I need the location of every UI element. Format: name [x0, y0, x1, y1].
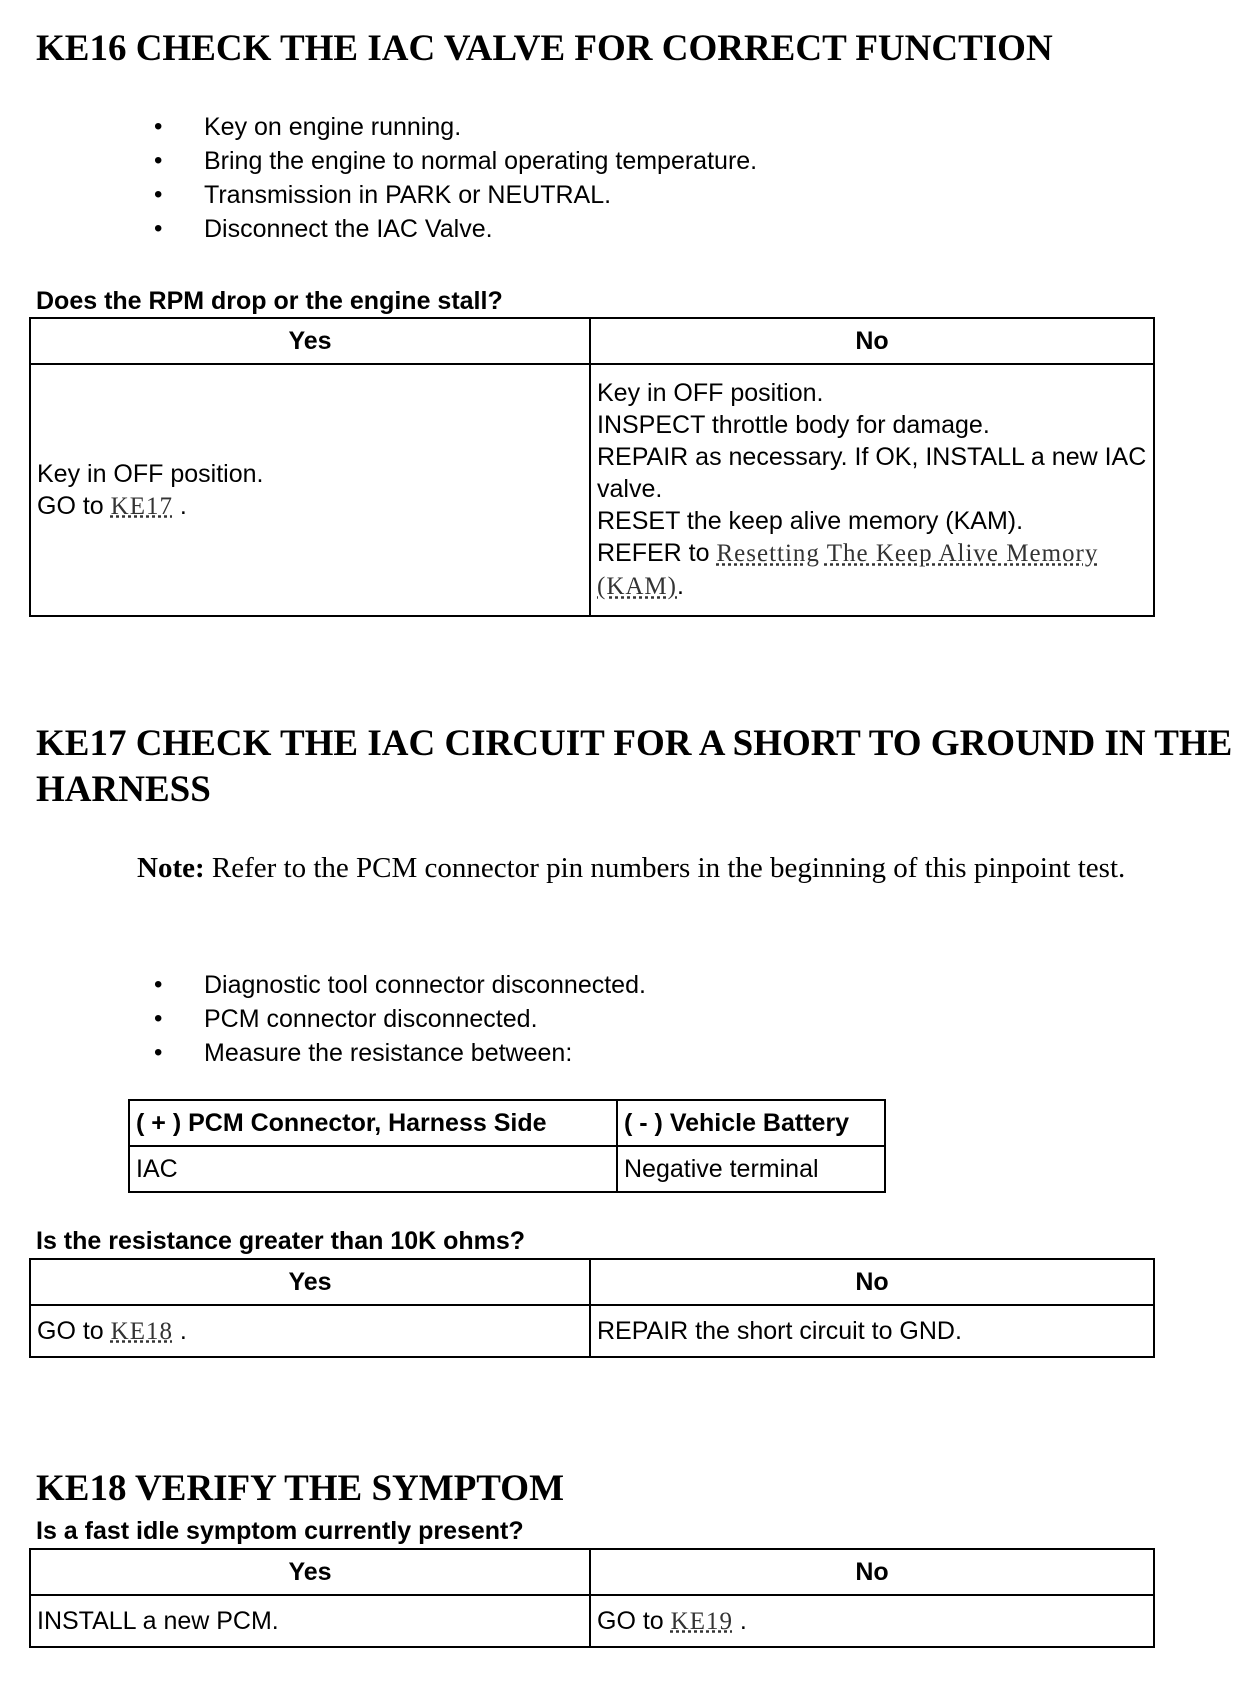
note-label: Note:	[137, 852, 205, 884]
list-item: • Bring the engine to normal operating temperature.	[154, 144, 757, 178]
ke16-no-cell	[590, 364, 1154, 616]
refer-suffix: .	[677, 572, 684, 600]
ke17-title: KE17 CHECK THE IAC CIRCUIT FOR A SHORT TO GROUND IN THE HARNESS	[36, 723, 1233, 810]
list-item: • Diagnostic tool connector disconnected.	[154, 968, 646, 1002]
ke17-note	[137, 848, 1227, 888]
ke16-steps	[154, 110, 757, 246]
ke16-no-refer	[597, 537, 1147, 603]
ke16-decision-table	[29, 317, 1155, 617]
note-text: Refer to the PCM connector pin numbers in the beginning of this pinpoint test.	[204, 852, 1126, 884]
measure-col1-value: IAC	[129, 1146, 617, 1192]
no-header: No	[590, 1549, 1154, 1595]
yes-header: Yes	[30, 1549, 590, 1595]
ke17-decision-table	[29, 1258, 1155, 1358]
goto-prefix: GO to	[37, 1316, 111, 1345]
ke16-title: KE16 CHECK THE IAC VALVE FOR CORRECT FUNCTION	[36, 28, 1053, 69]
list-item: • PCM connector disconnected.	[154, 1002, 646, 1036]
ke17-steps	[154, 968, 646, 1070]
ke16-yes-goto	[37, 490, 583, 523]
list-item: • Measure the resistance between:	[154, 1036, 646, 1070]
goto-prefix: GO to	[597, 1606, 671, 1635]
refer-prefix: REFER to	[597, 539, 717, 567]
ke16-yes-line: Key in OFF position.	[37, 459, 264, 488]
measure-col1-header: ( + ) PCM Connector, Harness Side	[129, 1100, 617, 1146]
ke17-yes-cell	[30, 1305, 590, 1357]
ke16-no-line: RESET the keep alive memory (KAM).	[597, 507, 1024, 535]
ke18-question: Is a fast idle symptom currently present?	[36, 1517, 524, 1545]
ke16-yes-cell	[30, 364, 590, 616]
ke16-question: Does the RPM drop or the engine stall?	[36, 287, 503, 315]
ke18-no-cell	[590, 1595, 1154, 1647]
ke18-decision-table	[29, 1548, 1155, 1648]
ke18-link[interactable]: KE18	[110, 1317, 173, 1345]
ke17-link[interactable]: KE17	[110, 492, 173, 520]
list-item: • Transmission in PARK or NEUTRAL.	[154, 178, 757, 212]
yes-header: Yes	[30, 318, 590, 364]
reset-kam-link[interactable]: Resetting The Keep Alive Memory (KAM)	[597, 540, 1099, 600]
no-header: No	[590, 1259, 1154, 1305]
ke16-no-line: REPAIR as necessary. If OK, INSTALL a new IAC valve.	[597, 443, 1147, 503]
measure-table	[128, 1099, 886, 1193]
ke18-title: KE18 VERIFY THE SYMPTOM	[36, 1468, 565, 1509]
goto-suffix: .	[732, 1606, 747, 1635]
yes-header: Yes	[30, 1259, 590, 1305]
goto-prefix: GO to	[37, 491, 111, 520]
ke17-question: Is the resistance greater than 10K ohms?	[36, 1227, 526, 1255]
ke16-no-line: Key in OFF position.	[597, 379, 824, 407]
no-header: No	[590, 318, 1154, 364]
list-item: • Disconnect the IAC Valve.	[154, 212, 757, 246]
ke17-no-cell: REPAIR the short circuit to GND.	[590, 1305, 1154, 1357]
ke18-yes-cell: INSTALL a new PCM.	[30, 1595, 590, 1647]
ke16-no-line: INSPECT throttle body for damage.	[597, 411, 990, 439]
measure-col2-header: ( - ) Vehicle Battery	[617, 1100, 885, 1146]
goto-suffix: .	[172, 491, 187, 520]
measure-col2-value: Negative terminal	[617, 1146, 885, 1192]
ke19-link[interactable]: KE19	[670, 1607, 733, 1635]
list-item: • Key on engine running.	[154, 110, 757, 144]
goto-suffix: .	[172, 1316, 187, 1345]
